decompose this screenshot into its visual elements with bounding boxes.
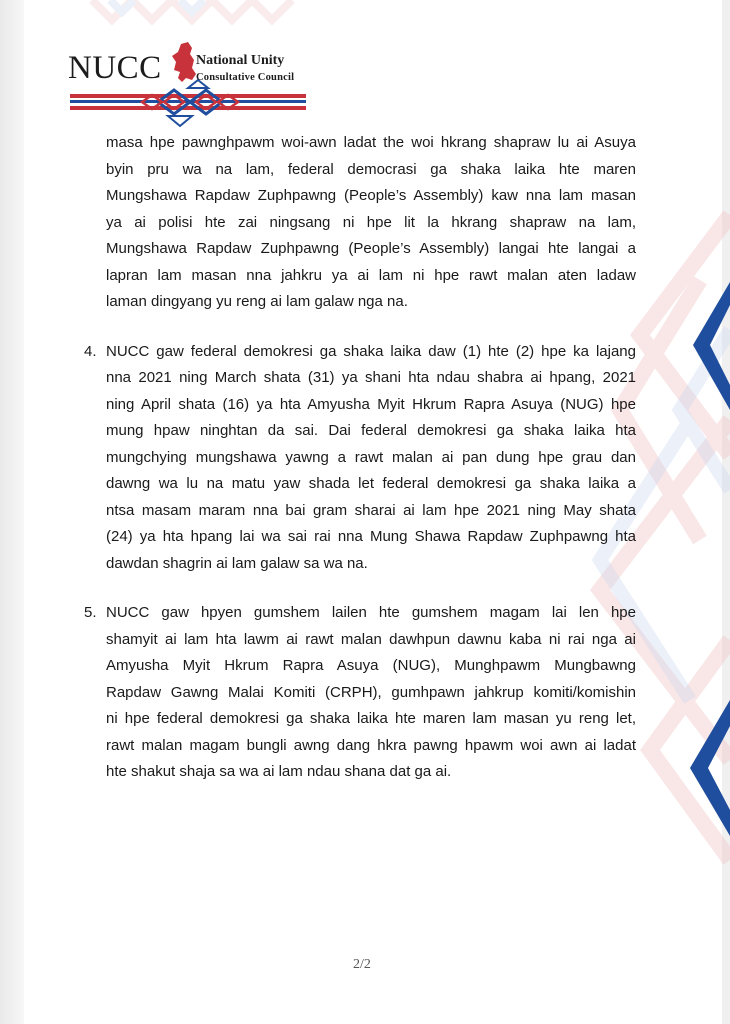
paragraph-line: masa hpe pawnghpawm woi-awn ladat the woi hkrang shapraw lu ai Asuya <box>106 134 636 151</box>
paragraph <box>84 600 636 786</box>
paragraph-line: ning April shata (16) ya hta Amyusha Myit Hkrum Rapra Asuya (NUG) hpe <box>106 395 636 413</box>
paragraph <box>84 339 636 578</box>
paragraph-line: hte shakut shaja sa wa ai lam ndau shana dat ga ai. <box>106 763 452 780</box>
paragraph-line: mung hpaw ninghtan da sai. Dai federal demokresi ga shaka laika hta <box>106 422 636 439</box>
paragraph-line: NUCC gaw hpyen gumshem lailen hte gumshem magam lai len hpe <box>106 604 636 621</box>
paragraph-number: 5. <box>84 604 97 621</box>
document-body <box>84 130 636 786</box>
paragraph-line: ntsa masam maram nna bai gram sharai ai lam hpe 2021 ning May shata <box>106 501 636 519</box>
paragraph-line: Rapdaw Gawng Malai Komiti (CRPH), gumhpawn jahkrup komiti/komishin <box>106 683 636 701</box>
paragraph-line: Amyusha Myit Hkrum Rapra Asuya (NUG), Munghpawm Mungbawng <box>106 657 636 674</box>
paragraph-line: NUCC gaw federal demokresi ga shaka laika daw (1) hte (2) hpe ka lajang <box>106 342 636 360</box>
paragraph-line: dawdan shagrin ai lam galaw sa wa na. <box>106 554 368 572</box>
paragraph-line: Mungshawa Rapdaw Zuphpawng (People’s Assembly) langai hte langai a <box>106 240 636 257</box>
logo-acronym: NUCC <box>68 50 162 86</box>
paragraph-line: dawng wa lu na matu yaw shada let federal demokresi ga shaka laika a <box>106 475 636 492</box>
paragraph-number: 4. <box>84 342 97 360</box>
paragraph-line: rawt malan magam bungli awng dang hkra pawng hpawm woi awn ai ladat <box>106 736 636 754</box>
paragraph-line: mungchying mungshawa yawng a rawt malan ai pan dung hpe grau dan <box>106 448 636 466</box>
logo-title-line2: Consultative Council <box>196 72 295 83</box>
paragraph-line: laman dingyang yu reng ai lam galaw nga na. <box>106 293 408 310</box>
paragraph-line: ni hpe federal demokresi ga shaka laika hte maren lam masan yu reng let, <box>106 710 636 727</box>
paragraph-line: Mungshawa Rapdaw Zuphpawng (People’s Assembly) kaw nna lam masan <box>106 187 636 204</box>
paragraph-line: byin pru wa na lam, federal democrasi ga shaka laika hte maren <box>106 160 636 178</box>
paragraph-line: shamyit ai lam hta lawm ai rawt malan dawhpun dawnu kaba ni rai nga ai <box>106 630 636 648</box>
nucc-logo <box>68 40 308 132</box>
paragraph-line: (24) ya hta hpang lai wa sai rai nna Mung Shawa Rapdaw Zuphpawng hta <box>106 528 636 545</box>
page-number: 2/2 <box>353 957 371 972</box>
paragraph-line: nna 2021 ning March shata (31) ya shani hta ndau shabra ai hpang, 2021 <box>106 369 636 386</box>
paragraph-line: lapran lam masan nna jahkru ya ai lam ni hpe rawt malan aten ladaw <box>106 266 636 284</box>
paragraph <box>106 130 636 316</box>
logo-title-line1: National Unity <box>196 53 285 68</box>
paragraph-line: ya ai polisi hte zai ningsang ni hpe lit la hkrang shapraw na lam, <box>106 213 636 231</box>
